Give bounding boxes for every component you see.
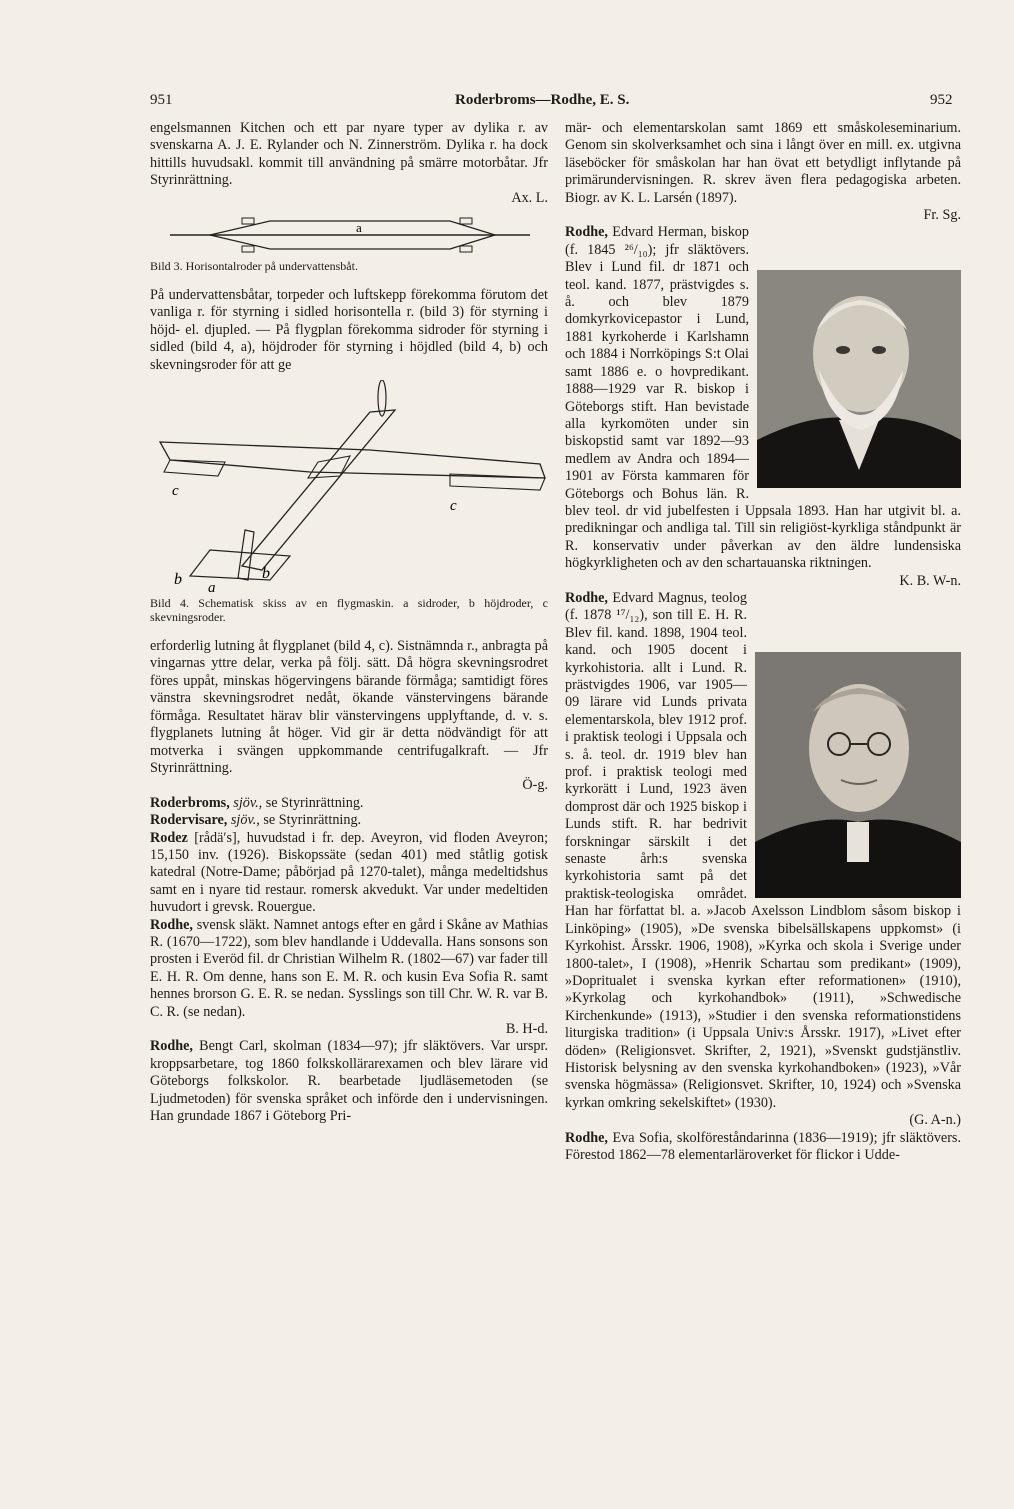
entry-rodhe-edvard-herman (565, 224, 961, 590)
figure-4-airplane-sketch (150, 380, 548, 592)
entry-abbreviation: sjöv., (233, 794, 263, 811)
entry-rodez (150, 830, 548, 917)
entry-abbreviation: sjöv., (230, 812, 260, 829)
entry-text: Edvard Magnus, teolog (f. 1878 ¹⁷/₁₂), son till E. H. R. Blev fil. kand. 1898, 1904 teol. kand. och 1905 docent i kyrkohistoria. allt i Lund. R. prästvigdes 1906, var 1905—09 lärare vid Lunds privata elementarskola, blev 1912 prof. i praktisk teologi i Uppsala och s. å. teol. dr. 1919 blev han prof. i praktisk teologi med kyrkorätt i Lund, 1923 även domprost där och 1925 biskop i Lunds stift. R. har bedrivit forskningar särskilt i det senaste årh:s svenska kyrkohistoria samt på det praktisk-teologiska området. Han har författat bl. a. »Jacob Axelsson Lindblom såsom biskop i Linköping» (1905), »De svenska bibelsällskapens uppkomst» (i Kyrkohist. Årsskr. 1906, 1908), »Kyrka och skola i Sverige under 1800-talet», I (1908), »Henrik Schartau som predikant» (1909), »Dopritualet i svenska kyrkan efter reformationen» (1910), »Kyrkolag och kyrkohandbok» (1911), »Schwedische Kirchenkunde» (1913), »Studier i den svenska reformationstidens liturgiska tradition» (i Uppsala Univ:s Årsskr. 1917), »Livet efter döden» (Religionsvet. Skrifter, 2, 1921), »Svenskt gudstjänstliv. Historisk belysning av den svenska kyrkohandboken» (1923), »Vår svenska högmässa» (Religionsvet. Skrifter, 10, 1924) och »Svenska kyrkan omkring sekelskiftet» (1930). (565, 589, 961, 1111)
entry-text: Bengt Carl, skolman (1834—97); jfr släktövers. Var urspr. kroppsarbetare, tog 1860 folkskollärarexamen och blev lärare vid Göteborgs folkskolor. R. bearbetade ljudläsemetoden (se Ljudmetoden) för svenska språket och införde den i undervisningen. Han grundade 1867 i Göteborg Pri- (150, 1038, 548, 1125)
paragraph-text: mär- och elementarskolan samt 1869 ett småskoleseminarium. Genom sin skolverksamhet och sina i långt över en mill. ex. utgivna läseböcker för småskolan har han övat ett betydligt inflytande på primärundervisningen. R. skrev även flera pedagogiska arbeten. Biogr. av K. L. Larsén (1897). (565, 120, 961, 206)
figure-4-label-a: a (208, 580, 216, 593)
portrait-image (755, 652, 961, 898)
entry-rodhe-bengt-carl (150, 1038, 548, 1125)
signature: (G. A-n.) (909, 1112, 961, 1129)
entry-headword: Roderbroms, (150, 794, 230, 811)
figure-3-label-a: a (356, 220, 362, 236)
entry-headword: Rodhe, (150, 1038, 193, 1055)
figure-4-label-b-left: b (174, 571, 182, 589)
figure-3-horizontal-rudder (150, 213, 548, 255)
entry-rodhe-eva-sofia (565, 1130, 961, 1165)
portrait-photo-edvard-herman (757, 270, 961, 488)
entry-text: Edvard Herman, biskop (f. 1845 ²⁶/₁₀); jfr släktövers. Blev i Lund fil. dr 1871 och teol. kand. 1877, prästvigdes s. å. och blev 1879 domkyrkovicepastor i Lund, 1881 kyrkoherde i Karlshamn och 1884 i Norrköpings S:t Olai samt 1886 e. o hovpredikant. 1888—1929 var R. biskop i Göteborgs stift. Han bevistade alla kyrkomöten under sin biskopstid samt var 1892—93 medlem av Andra och 1894—1901 av Första kammaren för Göteborgs och Bohus län. R. blev teol. dr vid jubelfesten i Uppsala 1893. Han har utgivit bl. a. predikningar och andliga tal. Till sin religiöst-kyrkliga ståndpunkt är R. konservativ under påverkan av den äldre lundensiska högkyrkligheten och av den schartauanska riktningen. (565, 224, 961, 572)
entry-rodhe-family (150, 917, 548, 1039)
entry-headword: Rodhe, (565, 589, 608, 606)
entry-headword: Rodhe, (565, 1129, 608, 1146)
paragraph-kitchen (150, 120, 548, 207)
entry-text: se Styrinrättning. (263, 812, 362, 829)
figure-4-caption: Bild 4. Schematisk skiss av en flygmaskin. a sidroder, b höjdroder, c skevningsroder. (150, 596, 548, 625)
entry-roderbroms (150, 795, 548, 812)
entry-text: Eva Sofia, skolföreståndarinna (1836—1919); jfr släktövers. Förestod 1862—78 elementarläroverket för flickor i Udde- (565, 1129, 961, 1163)
figure-3-caption: Bild 3. Horisontalroder på undervattensbåt. (150, 259, 358, 274)
entry-rodervisare (150, 812, 548, 829)
entry-headword: Rodez (150, 829, 188, 846)
portrait-image (757, 270, 961, 488)
entry-headword: Rodhe, (565, 224, 608, 241)
right-column (565, 120, 961, 1164)
entry-rodhe-edvard-magnus (565, 590, 961, 1130)
figure-4-label-b-right: b (262, 565, 270, 583)
signature: Ax. L. (511, 189, 548, 206)
portrait-photo-edvard-magnus (755, 652, 961, 898)
signature: Fr. Sg. (923, 207, 961, 224)
entry-text: svensk släkt. Namnet antogs efter en gård i Skåne av Mathias R. (1670—1722), som blev handlande i Uddevalla. Hans sonsons son prosten i Everöd fil. dr Christian Wilhelm R. (1802—67) var fader till E. H. R. Om denne, hans son E. M. R. och kusin Eva Sofia R. samt hennes brorson G. E. R. se nedan. Sysslings son till Chr. W. R. var B. C. R. (se nedan). (150, 916, 549, 1020)
signature: Ö-g. (522, 777, 548, 794)
figure-4-label-c-left: c (172, 483, 179, 500)
running-head: Roderbroms—Rodhe, E. S. (455, 92, 630, 108)
entry-text: se Styrinrättning. (265, 794, 364, 811)
figure-4-label-c-right: c (450, 498, 457, 515)
paragraph-rudders: På undervattensbåtar, torpeder och luftskepp förekomma förutom det vanliga r. för styrning i sidled horisontella r. (bild 3) för styrning i höjd- el. djupled. — På flygplan förekomma sidroder för styrning i sidled (bild 4, a), höjdroder för styrning i höjdled (bild 4, b) och skevningsroder för att ge (150, 287, 548, 373)
paragraph-text: erforderlig lutning åt flygplanet (bild 4, c). Sistnämnda r., anbragta på vingarnas yttre delar, verka på följ. sätt. Då högra skevningsrodret föres uppåt, minskas högervingens bärande förmåga; samtidigt föres vänstra skevningsrodret nedåt, ökande vänstervingens bärande förmåga. Resultatet härav blir vänstervingens upplyftande, d. v. s. flygplanets lutning åt höger. Vid gir är detta nödvändigt för att motverka i svängen uppkommande centrifugalkraft. — Jfr Styrinrättning. (150, 638, 548, 776)
page-number-right: 952 (930, 92, 953, 108)
paragraph-bengt-carl-cont (565, 120, 961, 224)
paragraph-text: engelsmannen Kitchen och ett par nyare typer av dylika r. av svenskarna A. J. E. Rylander och N. Zinnerström. Dylika r. ha dock hittills huvudsakl. kommit till användning på smärre motorbåtar. Jfr Styrinrättning. (150, 120, 548, 189)
signature: K. B. W-n. (899, 572, 961, 589)
left-column (150, 120, 548, 1125)
entry-text: [rådä′s], huvudstad i fr. dep. Aveyron, vid floden Aveyron; 15,150 inv. (1926). Biskopssäte (sedan 401) med ståtlig gotisk katedral (Notre-Dame; påbörjad på 1270-talet), många medeltidshus samt en i nyare tid restaur. romersk akvedukt. Var under medeltiden huvudort i grevsk. Rouergue. (150, 829, 549, 916)
entry-headword: Rodhe, (150, 916, 193, 933)
signature: B. H-d. (505, 1021, 548, 1037)
entry-headword: Rodervisare, (150, 812, 228, 829)
paragraph-ailerons (150, 638, 548, 795)
page-number-left: 951 (150, 92, 173, 108)
